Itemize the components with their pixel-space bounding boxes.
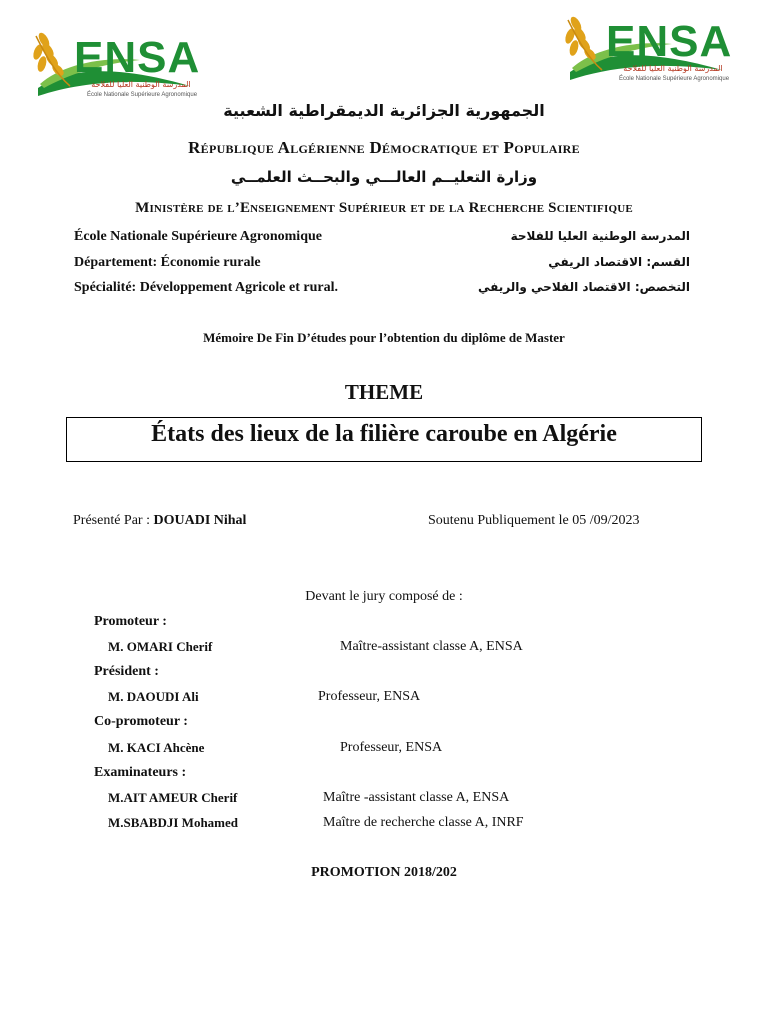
specialty: Spécialité: Développement Agricole et rural.: [74, 280, 338, 295]
promoteur-label: Promoteur :: [94, 614, 167, 629]
examinateurs-label: Examinateurs :: [94, 765, 187, 780]
promoteur-name: M. OMARI Cherif: [108, 639, 213, 654]
copromoteur-name: M. KACI Ahcène: [108, 740, 205, 755]
specialty-arabic: التخصص: الاقتصاد الفلاحي والريفي: [478, 280, 690, 294]
theme-label: THEME: [344, 380, 424, 404]
president-label: Président :: [94, 664, 159, 679]
examinateur-2-name: M.SBABDJI Mohamed: [108, 815, 239, 830]
logo-french-text: École Nationale Supérieure Agronomique: [86, 92, 198, 98]
department-arabic: القسم: الاقتصاد الريفي: [548, 255, 690, 269]
arabic-republic-heading: الجمهورية الجزائرية الديمقراطية الشعبية: [223, 101, 545, 120]
promoteur-title: Maître-assistant classe A, ENSA: [340, 639, 523, 654]
ensa-logo-right: [562, 10, 732, 90]
arabic-ministry-heading: وزارة التعليــم العالـــي والبحــث العلمــي: [230, 168, 538, 186]
theme-title: États des lieux de la filière caroube en Algérie: [151, 421, 617, 447]
presented-by: [73, 513, 246, 529]
examinateur-1-name: M.AIT AMEUR Cherif: [108, 790, 238, 805]
school-name: École Nationale Supérieure Agronomique: [74, 229, 322, 244]
student-name: DOUADI Nihal: [153, 513, 247, 528]
promotion: PROMOTION 2018/202: [311, 865, 457, 880]
memoire-subtitle: Mémoire De Fin D’études pour l’obtention du diplôme de Master: [203, 330, 565, 345]
president-title: Professeur, ENSA: [318, 689, 421, 704]
logo-arabic-text: المدرسة الوطنية العليا للفلاحة: [91, 80, 191, 89]
ensa-logo-left: [30, 26, 200, 106]
copromoteur-title: Professeur, ENSA: [340, 740, 443, 755]
republic-heading: République Algérienne Démocratique et Populaire: [188, 138, 580, 157]
logo-french-text: École Nationale Supérieure Agronomique: [618, 76, 730, 82]
presented-by-label: Présenté Par :: [73, 513, 150, 528]
president-name: M. DAOUDI Ali: [108, 689, 199, 704]
defense-date: Soutenu Publiquement le 05 /09/2023: [428, 513, 640, 528]
school-name-arabic: المدرسة الوطنية العليا للفلاحة: [510, 229, 690, 243]
ministry-heading: Ministère de l’Enseignement Supérieur et de la Recherche Scientifique: [135, 200, 633, 216]
copromoteur-label: Co-promoteur :: [94, 714, 188, 729]
logo-arabic-text: المدرسة الوطنية العليا للفلاحة: [623, 64, 723, 73]
logo-text: ENSA: [606, 17, 733, 66]
theme-title-box: [66, 417, 702, 462]
department: Département: Économie rurale: [74, 255, 261, 270]
jury-intro: Devant le jury composé de :: [305, 589, 463, 604]
examinateur-1-title: Maître -assistant classe A, ENSA: [323, 790, 510, 805]
logo-text: ENSA: [74, 33, 201, 82]
examinateur-2-title: Maître de recherche classe A, INRF: [323, 815, 524, 830]
